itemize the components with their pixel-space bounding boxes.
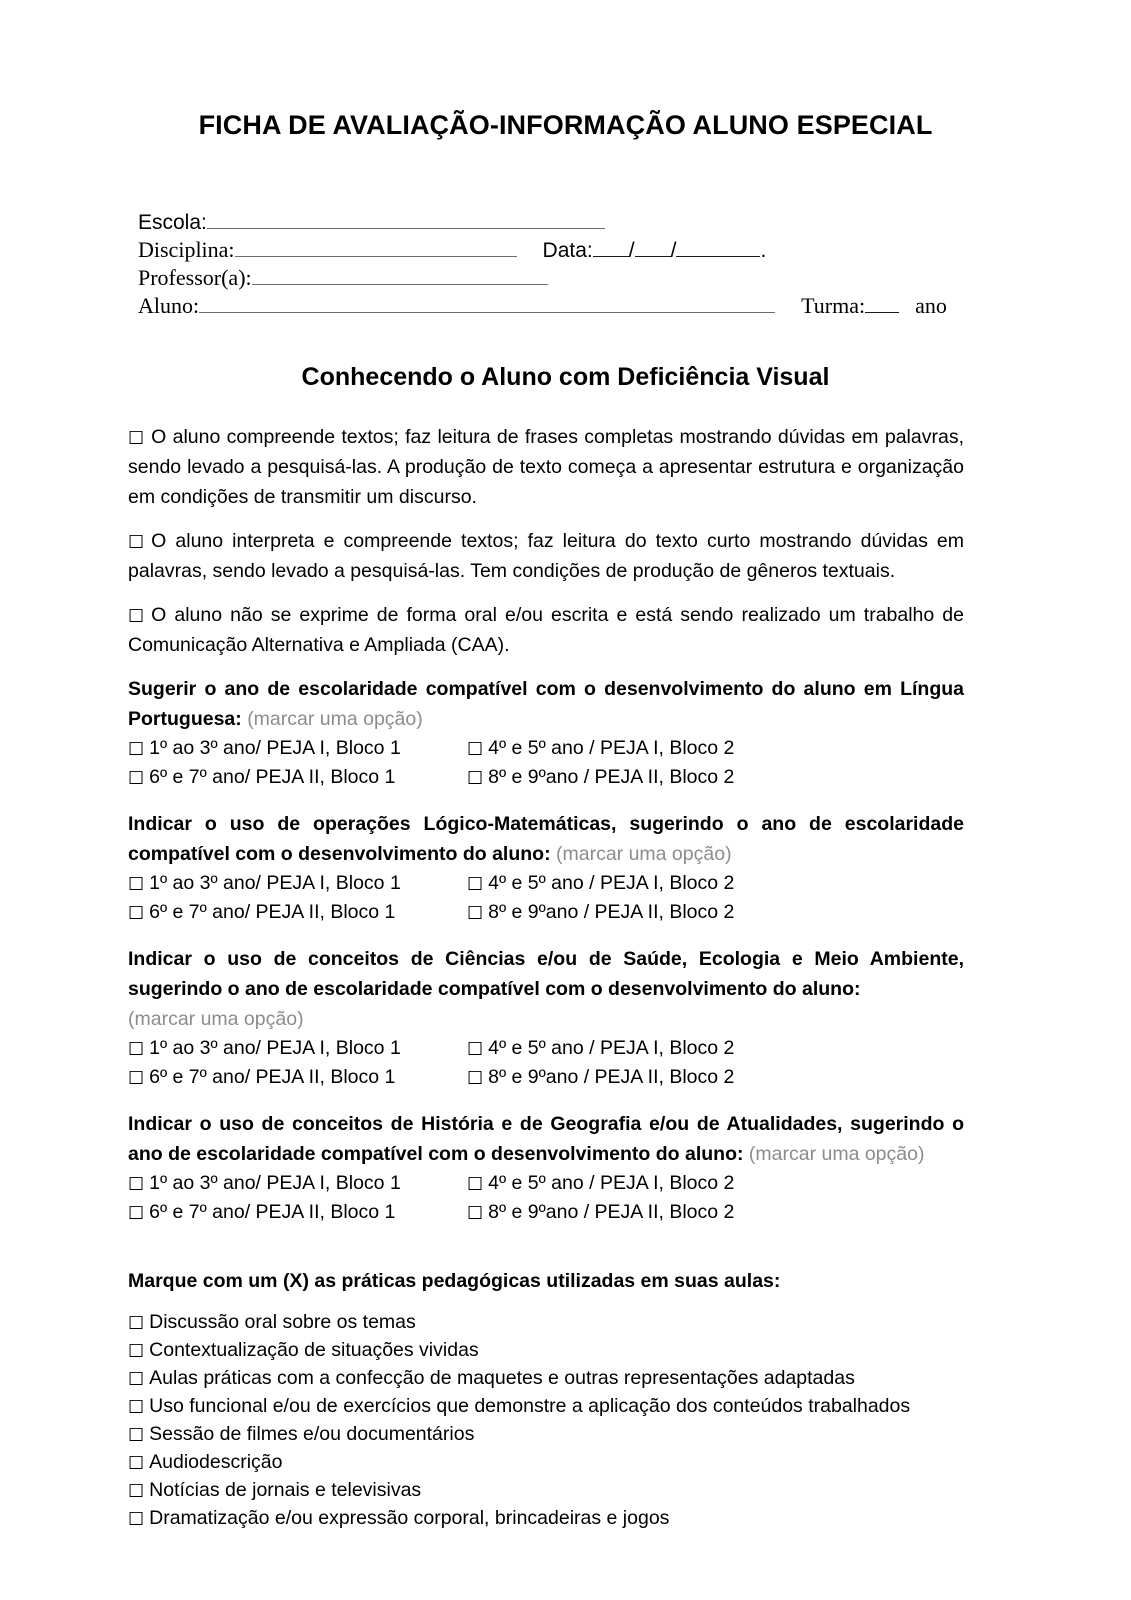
checkbox-icon[interactable]: ☐ [128,1397,145,1418]
practice-item[interactable] [128,1392,964,1420]
option-label: 8º e 9ºano / PEJA II, Bloco 2 [488,1201,735,1223]
checkbox-icon[interactable]: ☐ [467,1174,484,1195]
data-separator-2: / [670,239,677,262]
option-label: 8º e 9ºano / PEJA II, Bloco 2 [488,901,735,923]
statement-text: O aluno não se exprime de forma oral e/ou escrita e está sendo realizado um trabalho de Comunicação Alternativa e Ampliada (CAA). [128,604,964,656]
statement-paragraph [128,526,964,586]
data-separator-1: / [628,239,635,262]
checkbox-icon[interactable]: ☐ [128,1425,145,1446]
option-label: 6º e 7º ano/ PEJA II, Bloco 1 [149,1201,396,1223]
checkbox-icon[interactable]: ☐ [467,768,484,789]
options-row [128,1198,964,1227]
professor-label: Professor(a): [138,265,252,290]
options-row [128,898,964,927]
checkbox-icon[interactable]: ☐ [128,1509,145,1530]
data-month-rule[interactable] [635,238,671,257]
identification-block [138,208,968,320]
practice-label: Aulas práticas com a confecção de maquetes e outras representações adaptadas [149,1367,855,1389]
field-row-escola [138,208,968,236]
option-3[interactable] [128,763,467,792]
option-2[interactable] [467,734,734,763]
option-1[interactable] [128,1169,467,1198]
practice-label: Dramatização e/ou expressão corporal, brincadeiras e jogos [149,1507,670,1529]
practice-item[interactable] [128,1448,964,1476]
question-group-ciencias-saude [128,944,964,1092]
option-label: 1º ao 3º ano/ PEJA I, Bloco 1 [149,872,401,894]
option-1[interactable] [128,869,467,898]
turma-input-rule[interactable] [865,294,899,313]
checkbox-icon[interactable]: ☐ [128,1313,145,1334]
field-row-disciplina-data [138,236,968,264]
option-3[interactable] [128,1063,467,1092]
options-block [128,869,964,927]
option-label: 6º e 7º ano/ PEJA II, Bloco 1 [149,1066,396,1088]
checkbox-icon[interactable]: ☐ [467,903,484,924]
option-label: 4º e 5º ano / PEJA I, Bloco 2 [488,1172,735,1194]
checkbox-icon[interactable]: ☐ [128,903,145,924]
practice-label: Uso funcional e/ou de exercícios que demonstre a aplicação dos conteúdos trabalhados [149,1395,911,1417]
practice-label: Notícias de jornais e televisivas [149,1479,422,1501]
escola-input-rule[interactable] [207,210,605,229]
question-group-lingua-portuguesa [128,674,964,792]
turma-suffix-label: ano [915,293,947,318]
question-heading-text: Sugerir o ano de escolaridade compatível com o desenvolvimento do aluno em Língua Portuguesa: [128,678,964,730]
options-row [128,1034,964,1063]
options-row [128,1169,964,1198]
practice-item[interactable] [128,1308,964,1336]
option-label: 1º ao 3º ano/ PEJA I, Bloco 1 [149,737,401,759]
option-3[interactable] [128,1198,467,1227]
question-heading [128,674,964,734]
spacer [128,1244,964,1266]
option-2[interactable] [467,869,734,898]
disciplina-input-rule[interactable] [235,238,517,257]
checkbox-icon[interactable]: ☐ [128,768,145,789]
question-hint: (marcar uma opção) [556,843,732,865]
checkbox-icon[interactable]: ☐ [128,1341,145,1362]
checkbox-icon[interactable]: ☐ [128,739,145,760]
option-label: 1º ao 3º ano/ PEJA I, Bloco 1 [149,1172,401,1194]
question-heading-text: Indicar o uso de conceitos de História e de Geografia e/ou de Atualidades, sugerindo o ano de escolaridade compatível com o desenvolvimento do aluno: [128,1113,964,1165]
options-block [128,1169,964,1227]
main-content [128,422,964,1532]
escola-label: Escola: [138,211,207,234]
practice-item[interactable] [128,1336,964,1364]
option-4[interactable] [467,1063,734,1092]
option-label: 8º e 9ºano / PEJA II, Bloco 2 [488,1066,735,1088]
option-4[interactable] [467,1198,734,1227]
checkbox-icon[interactable]: ☐ [128,428,145,449]
options-block [128,1034,964,1092]
statement-text: O aluno interpreta e compreende textos; faz leitura do texto curto mostrando dúvidas em palavras, sendo levado a pesquisá-las. Tem condições de produção de gêneros textuais. [128,530,964,582]
practice-label: Sessão de filmes e/ou documentários [149,1423,475,1445]
option-2[interactable] [467,1169,734,1198]
option-label: 6º e 7º ano/ PEJA II, Bloco 1 [149,901,396,923]
turma-label: Turma: [801,293,866,318]
option-1[interactable] [128,1034,467,1063]
practice-label: Contextualização de situações vividas [149,1339,479,1361]
option-label: 4º e 5º ano / PEJA I, Bloco 2 [488,1037,735,1059]
option-1[interactable] [128,734,467,763]
option-4[interactable] [467,763,734,792]
options-row [128,734,964,763]
checkbox-icon[interactable]: ☐ [467,874,484,895]
question-heading-text: Indicar o uso de conceitos de Ciências e/ou de Saúde, Ecologia e Meio Ambiente, sugerindo o ano de escolaridade compatível com o desenvolvimento do aluno: [128,948,964,1000]
option-2[interactable] [467,1034,734,1063]
section-heading: Conhecendo o Aluno com Deficiência Visual [301,363,830,391]
checkbox-icon[interactable]: ☐ [128,1453,145,1474]
checkbox-icon[interactable]: ☐ [128,1369,145,1390]
options-block [128,734,964,792]
data-year-rule[interactable] [676,238,760,257]
checkbox-icon[interactable]: ☐ [467,1203,484,1224]
professor-input-rule[interactable] [252,266,548,285]
practice-item[interactable] [128,1364,964,1392]
practices-heading: Marque com um (X) as práticas pedagógicas utilizadas em suas aulas: [128,1270,781,1292]
statement-paragraph [128,600,964,660]
practice-item[interactable] [128,1420,964,1448]
checkbox-icon[interactable]: ☐ [128,1481,145,1502]
question-group-historia-geografia [128,1109,964,1227]
question-hint: (marcar uma opção) [748,1143,925,1165]
question-heading [128,1109,964,1169]
options-row [128,1063,964,1092]
question-group-logico-matematicas [128,809,964,927]
data-label: Data: [542,239,593,262]
option-label: 4º e 5º ano / PEJA I, Bloco 2 [488,872,735,894]
options-row [128,763,964,792]
option-label: 8º e 9ºano / PEJA II, Bloco 2 [488,766,735,788]
question-heading-text: Indicar o uso de operações Lógico-Matemáticas, sugerindo o ano de escolaridade compatível com o desenvolvimento do aluno: [128,813,964,865]
options-row [128,869,964,898]
checkbox-icon[interactable]: ☐ [128,1068,145,1089]
checkbox-icon[interactable]: ☐ [128,874,145,895]
option-label: 1º ao 3º ano/ PEJA I, Bloco 1 [149,1037,401,1059]
practice-item[interactable] [128,1476,964,1504]
checkbox-icon[interactable]: ☐ [128,1174,145,1195]
aluno-input-rule[interactable] [199,294,775,313]
checkbox-icon[interactable]: ☐ [128,606,145,627]
question-heading [128,809,964,869]
field-row-professor [138,264,968,292]
option-3[interactable] [128,898,467,927]
practice-item[interactable] [128,1504,964,1532]
checkbox-icon[interactable]: ☐ [128,532,145,553]
data-day-rule[interactable] [593,238,629,257]
checkbox-icon[interactable]: ☐ [467,1039,484,1060]
checkbox-icon[interactable]: ☐ [128,1203,145,1224]
aluno-label: Aluno: [138,293,200,318]
checkbox-icon[interactable]: ☐ [467,1068,484,1089]
option-label: 4º e 5º ano / PEJA I, Bloco 2 [488,737,735,759]
disciplina-label: Disciplina: [138,237,235,262]
data-period: . [760,239,767,262]
practice-label: Audiodescrição [149,1451,283,1473]
question-hint: (marcar uma opção) [128,1008,304,1030]
checkbox-icon[interactable]: ☐ [128,1039,145,1060]
statement-paragraph [128,422,964,512]
page-title: FICHA DE AVALIAÇÃO-INFORMAÇÃO ALUNO ESPECIAL [198,110,933,140]
statement-text: O aluno compreende textos; faz leitura de frases completas mostrando dúvidas em palavras, sendo levado a pesquisá-las. A produção de texto começa a apresentar estrutura e organização em condições de transmitir um discurso. [128,426,964,508]
question-heading [128,944,964,1004]
option-label: 6º e 7º ano/ PEJA II, Bloco 1 [149,766,396,788]
question-hint: (marcar uma opção) [247,708,423,730]
practice-label: Discussão oral sobre os temas [149,1311,416,1333]
option-4[interactable] [467,898,734,927]
field-row-aluno-turma [138,292,968,320]
checkbox-icon[interactable]: ☐ [467,739,484,760]
practices-list [128,1308,964,1532]
